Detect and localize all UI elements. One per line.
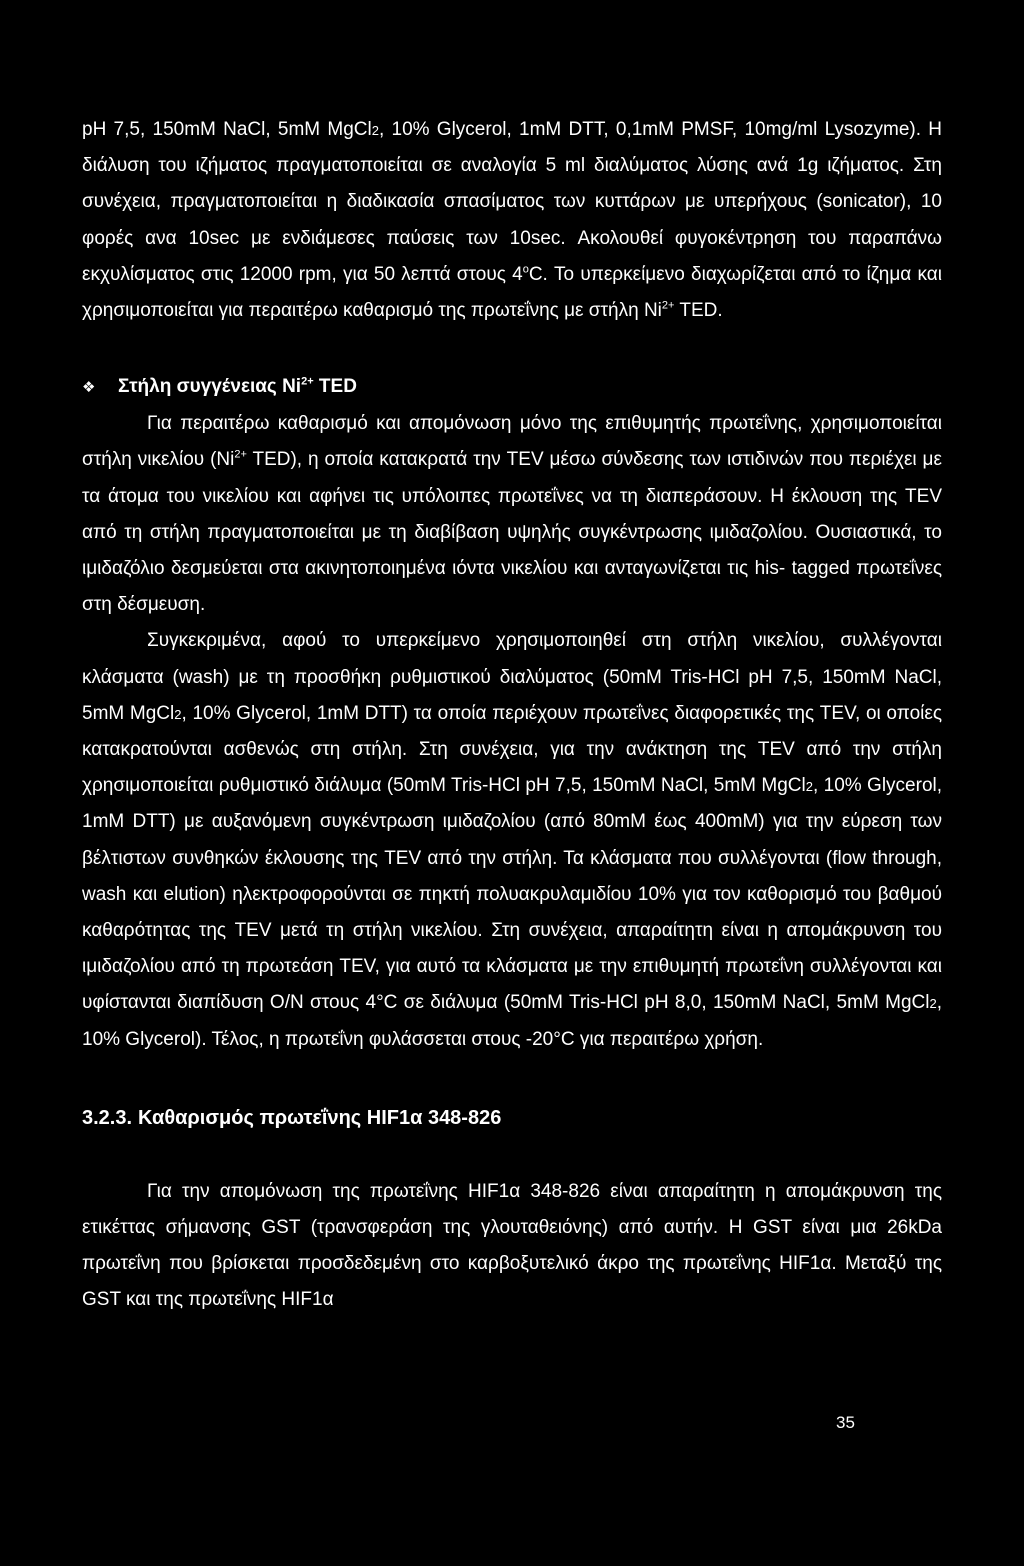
text-run: TED (313, 376, 357, 398)
text-run: pH 7,5, 150mM NaCl, 5mM MgCl (82, 119, 372, 140)
text-run: , 10% Glycerol). Τέλος, η πρωτεΐνη φυλάσσεται στους -20°C για περαιτέρω χρήση. (82, 992, 942, 1050)
subscript: 2 (929, 996, 937, 1012)
subheading-ni-affinity-column (82, 369, 942, 406)
text-run: TED), η οποία κατακρατά την TEV μέσω σύνδεσης των ιστιδινών που περιέχει με τα άτομα του νικελίου και αφήνει τις υπόλοιπες πρωτεΐνες να τη διαπεράσουν. Η έκλουση της TEV από τη στήλη πραγματοποιείται με τη διαβίβαση υψηλής συγκέντρωσης ιμιδαζολίου. Ουσιαστικά, το ιμιδαζόλιο δεσμεύεται στα ακινητοποιημένα ιόντα νικελίου και ανταγωνίζεται τις his- tagged πρωτεΐνες στη δέσμευση. (82, 449, 942, 616)
paragraph-elution-procedure (82, 623, 942, 1057)
paragraph-lysis-buffer (82, 112, 942, 329)
section-number: 3.2.3. (82, 1106, 133, 1129)
text-run: , 10% Glycerol, 1mM DTT) με αυξανόμενη συγκέντρωση ιμιδαζολίου (από 80mM έως 400mM) για την εύρεση των βέλτιστων συνθηκών έκλουσης της TEV από την στήλη. Τα κλάσματα που συλλέγονται (flow through, wash και elution) ηλεκτροφορούνται σε πηκτή πολυακρυλαμιδίου 10% για τον καθορισμό του βαθμού καθαρότητας της TEV μετά τη στήλη νικελίου. Στη συνέχεια, απαραίτητη είναι η απομάκρυνση του ιμιδαζολίου από τη πρωτεάση TEV, για αυτό τα κλάσματα με την επιθυμητή πρωτεΐνη συλλέγονται και υφίστανται διαπίδυση O/N στους 4°C σε διάλυμα (50mM Tris-HCl pH 8,0, 150mM NaCl, 5mM MgCl (82, 775, 943, 1014)
paragraph-ni-column-description (82, 406, 942, 623)
superscript: 2+ (661, 299, 675, 312)
subscript: 2 (805, 779, 813, 795)
text-run: TED. (674, 300, 723, 322)
superscript: 2+ (301, 375, 314, 388)
text-run: , 10% Glycerol, 1mM DTT, 0,1mM PMSF, 10mg/ml Lysozyme). Η διάλυση του ιζήματος πραγματοποιείται σε αναλογία 5 ml διαλύματος λύσης ανά 1g ιζήματος. Στη συνέχεια, πραγματοποιείται η διαδικασία σπασίματος των κυττάρων με υπερήχους (sonicator), 10 φορές ανα 10sec με ενδιάμεσες παύσεις των 10sec. Ακολουθεί φυγοκέντρηση του παραπάνω εκχυλίσματος στις 12000 rpm, για 50 λεπτά στους 4 (82, 119, 942, 285)
document-page (82, 112, 942, 1319)
superscript: 2+ (234, 449, 247, 462)
paragraph-hif1a-intro: Για την απομόνωση της πρωτεΐνης HIF1α 348-826 είναι απαραίτητη η απομάκρυνση της ετικέττας σήμανσης GST (τρανσφεράση της γλουταθειόνης) από αυτήν. Η GST είναι μια 26kDa πρωτεΐνη που βρίσκεται προσδεδεμένη στο καρβοξυτελικό άκρο της πρωτεΐνης HIF1α. Μεταξύ της GST και της πρωτεΐνης HIF1α (82, 1180, 942, 1311)
page-number: 35 (836, 1413, 855, 1432)
subheading-text (118, 369, 357, 405)
text-run: Συγκεκριμένα, αφού το υπερκείμενο χρησιμοποιηθεί στη στήλη νικελίου, συλλέγονται κλάσματα (wash) με τη προσθήκη ρυθμιστικού διαλύματος (50mM Tris-HCl pH 7,5, 150mM NaCl, 5mM MgCl (82, 630, 942, 724)
text-run: Για περαιτέρω καθαρισμό και απομόνωση μόνο της επιθυμητής πρωτεΐνης, χρησιμοποιείται στήλη νικελίου (Ni (82, 413, 942, 471)
text-run: Στήλη συγγένειας Ni (118, 376, 302, 398)
bullet-diamond-icon: ❖ (82, 379, 96, 397)
text-run: , 10% Glycerol, 1mM DTT) τα οποία περιέχουν πρωτεΐνες διαφορετικές της TEV, οι οποίες κατακρατούνται ασθενώς στη στήλη. Στη συνέχεια, για την ανάκτηση της TEV από την στήλη χρησιμοποιείται ρυθμιστικό διάλυμα (50mM Tris-HCl pH 7,5, 150mM NaCl, 5mM MgCl (82, 702, 942, 797)
section-title: Καθαρισμός πρωτεΐνης HIF1α 348-826 (138, 1106, 502, 1129)
text-run: C. Το υπερκείμενο διαχωρίζεται από το ίζημα και χρησιμοποιείται για περαιτέρω καθαρισμό της πρωτεΐνης με στήλη Ni (82, 263, 942, 322)
section-heading-hif1a-purification (82, 1100, 942, 1136)
superscript: o (522, 263, 529, 276)
subscript: 2 (174, 706, 182, 722)
subscript: 2 (371, 123, 379, 138)
